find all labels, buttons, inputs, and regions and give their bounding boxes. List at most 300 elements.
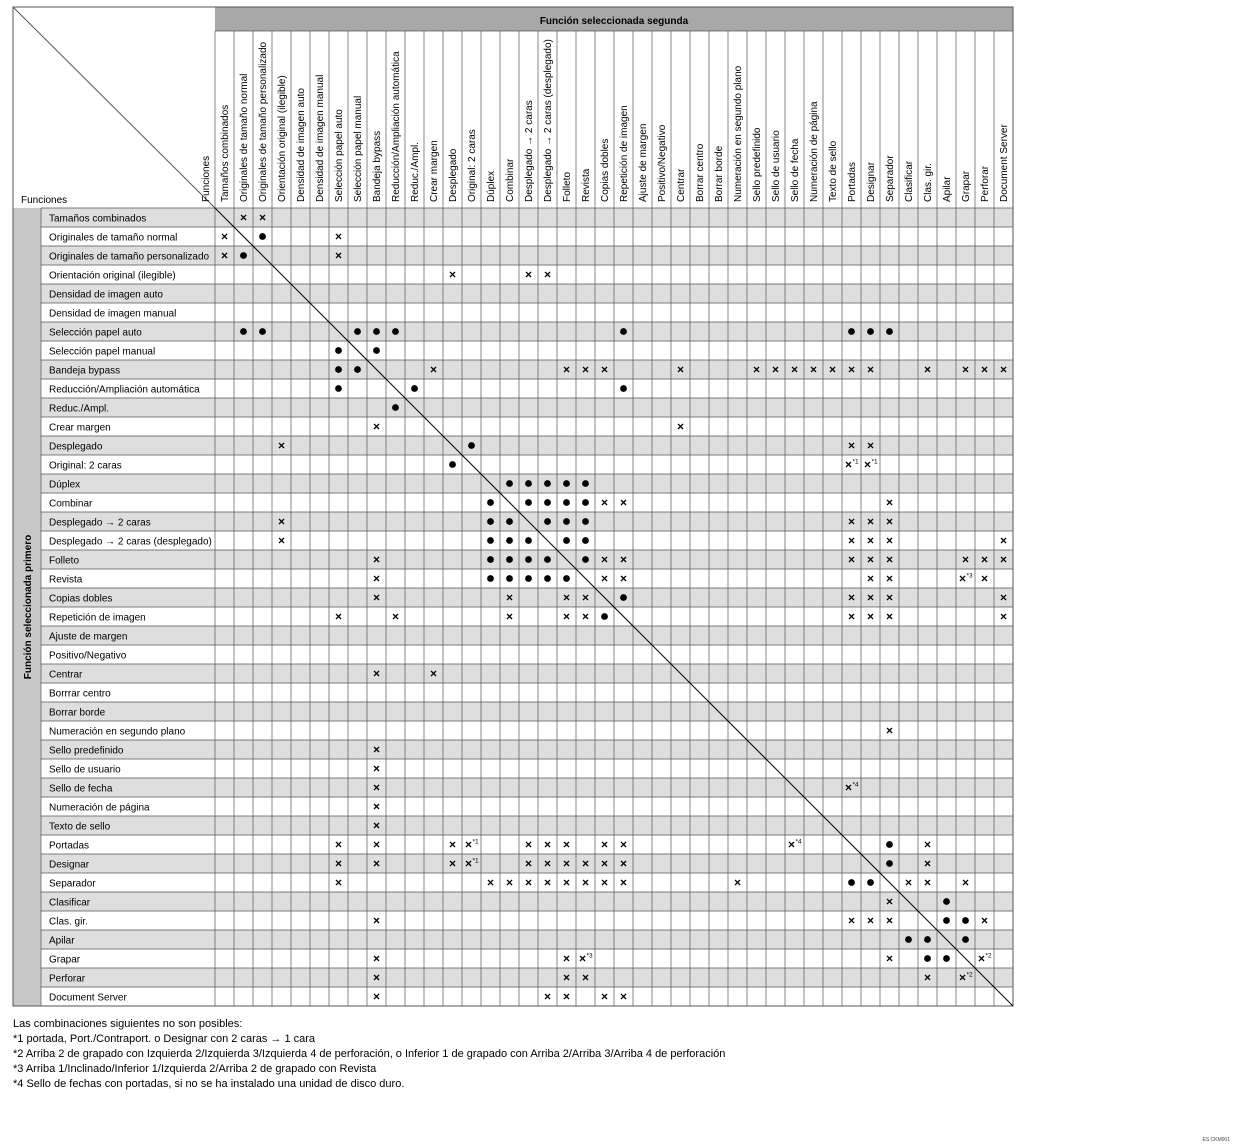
mark-x: ×	[600, 875, 609, 890]
mark-dot	[886, 328, 893, 335]
row-label: Clasificar	[49, 897, 91, 909]
row-label: Desplegado → 2 caras (desplegado)	[49, 536, 212, 548]
mark-footnote: *1	[852, 458, 859, 466]
mark-x: ×	[980, 913, 989, 928]
mark-x: ×	[562, 970, 571, 985]
mark-x: ×	[619, 989, 628, 1004]
mark-dot	[335, 347, 342, 354]
mark-x: ×	[505, 609, 514, 624]
mark-dot	[335, 366, 342, 373]
mark-x: ×	[923, 970, 932, 985]
mark-x: ×	[847, 590, 856, 605]
mark-x: ×	[961, 552, 970, 567]
mark-x: ×	[847, 552, 856, 567]
column-header: Apilar	[942, 176, 953, 202]
mark-x: ×	[562, 609, 571, 624]
mark-x: ×	[372, 818, 381, 833]
mark-x: ×	[847, 514, 856, 529]
row-shade	[41, 892, 1013, 911]
mark-dot	[259, 233, 266, 240]
mark-x: ×	[999, 362, 1008, 377]
mark-x: ×	[600, 571, 609, 586]
mark-x: ×	[619, 495, 628, 510]
mark-dot	[620, 385, 627, 392]
column-header: Sello predefinido	[752, 127, 763, 202]
mark-x: ×	[239, 210, 248, 225]
row-label: Ajuste de margen	[49, 631, 128, 643]
mark-dot	[563, 518, 570, 525]
column-header: Sello de fecha	[790, 138, 801, 202]
mark-x: ×	[372, 837, 381, 852]
mark-dot	[525, 499, 532, 506]
column-header: Perforar	[980, 165, 991, 202]
mark-x: ×	[733, 875, 742, 890]
row-label: Folleto	[49, 555, 80, 567]
row-shade	[41, 664, 1013, 683]
corner-label-rows: Funciones	[21, 195, 68, 206]
row-label: Apilar	[49, 935, 75, 947]
column-header: Dúplex	[486, 170, 497, 202]
mark-x: ×	[600, 552, 609, 567]
row-label: Crear margen	[49, 422, 111, 434]
mark-dot	[487, 499, 494, 506]
note-1: *1 portada, Port./Contraport. o Designar con 2 caras → 1 cara	[13, 1033, 316, 1045]
mark-dot	[525, 537, 532, 544]
column-header: Borrar borde	[714, 145, 725, 202]
mark-x: ×	[600, 362, 609, 377]
mark-x: ×	[581, 362, 590, 377]
mark-x: ×	[958, 571, 967, 586]
mark-x: ×	[885, 609, 894, 624]
mark-x: ×	[372, 590, 381, 605]
mark-dot	[582, 556, 589, 563]
mark-footnote: *2	[966, 971, 973, 979]
mark-x: ×	[619, 571, 628, 586]
note-2: *2 Arriba 2 de grapado con Izquierda 2/Izquierda 3/Izquierda 4 de perforación, o Inferior 1 de grapado con Arriba 2/Arriba 3/Arriba 4 de perforación	[13, 1048, 726, 1060]
mark-x: ×	[828, 362, 837, 377]
column-header: Borrar centro	[695, 143, 706, 202]
row-label: Positivo/Negativo	[49, 650, 127, 662]
column-header: Desplegado	[448, 148, 459, 202]
mark-x: ×	[581, 970, 590, 985]
mark-x: ×	[980, 571, 989, 586]
mark-x: ×	[562, 856, 571, 871]
mark-x: ×	[372, 799, 381, 814]
mark-dot	[373, 328, 380, 335]
mark-x: ×	[847, 913, 856, 928]
mark-x: ×	[372, 742, 381, 757]
mark-x: ×	[600, 989, 609, 1004]
mark-x: ×	[581, 590, 590, 605]
mark-x: ×	[847, 362, 856, 377]
mark-dot	[582, 480, 589, 487]
row-shade	[41, 930, 1013, 949]
mark-x: ×	[562, 362, 571, 377]
mark-x: ×	[866, 438, 875, 453]
mark-x: ×	[885, 571, 894, 586]
column-header: Originales de tamaño normal	[239, 73, 250, 202]
mark-dot	[487, 556, 494, 563]
mark-x: ×	[220, 248, 229, 263]
mark-x: ×	[581, 609, 590, 624]
mark-dot	[563, 537, 570, 544]
mark-dot	[563, 480, 570, 487]
mark-x: ×	[429, 362, 438, 377]
mark-dot	[905, 936, 912, 943]
mark-x: ×	[787, 837, 796, 852]
mark-x: ×	[847, 438, 856, 453]
column-header: Document Server	[999, 124, 1010, 202]
row-label: Revista	[49, 574, 83, 586]
mark-x: ×	[847, 609, 856, 624]
mark-x: ×	[372, 951, 381, 966]
mark-x: ×	[866, 609, 875, 624]
mark-x: ×	[844, 457, 853, 472]
mark-x: ×	[885, 533, 894, 548]
mark-x: ×	[464, 837, 473, 852]
mark-dot	[544, 499, 551, 506]
mark-x: ×	[562, 837, 571, 852]
mark-dot	[240, 252, 247, 259]
column-header: Sello de usuario	[771, 130, 782, 202]
mark-x: ×	[885, 951, 894, 966]
row-label: Selección papel auto	[49, 327, 142, 339]
mark-x: ×	[619, 837, 628, 852]
row-label: Reducción/Ampliación automática	[49, 384, 200, 396]
mark-x: ×	[619, 875, 628, 890]
mark-dot	[335, 385, 342, 392]
row-shade	[41, 702, 1013, 721]
mark-dot	[544, 518, 551, 525]
column-header: Grapar	[961, 170, 972, 202]
column-header: Clasificar	[904, 160, 915, 202]
mark-x: ×	[334, 856, 343, 871]
row-label: Selección papel manual	[49, 346, 156, 358]
mark-dot	[924, 936, 931, 943]
mark-x: ×	[904, 875, 913, 890]
row-shade	[41, 284, 1013, 303]
column-header: Copias dobles	[600, 138, 611, 202]
mark-x: ×	[372, 780, 381, 795]
mark-x: ×	[923, 856, 932, 871]
mark-x: ×	[676, 419, 685, 434]
footnotes	[13, 1017, 725, 1092]
mark-dot	[392, 404, 399, 411]
mark-dot	[544, 480, 551, 487]
mark-dot	[943, 898, 950, 905]
header-title: Función seleccionada segunda	[539, 16, 689, 27]
mark-x: ×	[372, 571, 381, 586]
mark-x: ×	[220, 229, 229, 244]
mark-x: ×	[961, 362, 970, 377]
column-header: Original: 2 caras	[467, 129, 478, 202]
mark-x: ×	[980, 362, 989, 377]
mark-x: ×	[372, 552, 381, 567]
mark-x: ×	[885, 894, 894, 909]
mark-x: ×	[334, 609, 343, 624]
mark-x: ×	[391, 609, 400, 624]
column-header: Originales de tamaño personalizado	[258, 41, 269, 202]
mark-x: ×	[961, 875, 970, 890]
mark-x: ×	[600, 837, 609, 852]
row-label: Orientación original (ilegible)	[49, 270, 176, 282]
mark-x: ×	[676, 362, 685, 377]
mark-x: ×	[258, 210, 267, 225]
mark-x: ×	[429, 666, 438, 681]
mark-x: ×	[866, 514, 875, 529]
mark-dot	[582, 499, 589, 506]
row-label: Sello de fecha	[49, 783, 113, 795]
mark-x: ×	[524, 837, 533, 852]
mark-x: ×	[372, 666, 381, 681]
mark-x: ×	[543, 837, 552, 852]
mark-x: ×	[619, 856, 628, 871]
mark-x: ×	[543, 875, 552, 890]
mark-dot	[962, 917, 969, 924]
mark-x: ×	[809, 362, 818, 377]
mark-x: ×	[334, 229, 343, 244]
row-label: Repetición de imagen	[49, 612, 146, 624]
row-shade	[41, 398, 1013, 417]
column-header: Designar	[866, 161, 877, 202]
mark-footnote: *4	[795, 838, 802, 846]
row-label: Tamaños combinados	[49, 213, 147, 225]
mark-dot	[943, 917, 950, 924]
mark-dot	[487, 518, 494, 525]
row-label: Borrrar centro	[49, 688, 111, 700]
row-shade	[41, 740, 1013, 759]
mark-x: ×	[505, 875, 514, 890]
mark-footnote: *4	[852, 781, 859, 789]
side-title: Función seleccionada primero	[23, 534, 34, 680]
row-label: Copias dobles	[49, 593, 113, 605]
note-3: *3 Arriba 1/Inclinado/Inferior 1/Izquierda 2/Arriba 2 de grapado con Revista	[13, 1063, 377, 1075]
mark-x: ×	[885, 495, 894, 510]
row-label: Desplegado	[49, 441, 103, 453]
row-label: Document Server	[49, 992, 127, 1004]
mark-x: ×	[771, 362, 780, 377]
mark-x: ×	[543, 989, 552, 1004]
mark-dot	[563, 499, 570, 506]
mark-x: ×	[524, 267, 533, 282]
notes-intro: Las combinaciones siguientes no son posibles:	[13, 1018, 243, 1030]
mark-x: ×	[578, 951, 587, 966]
mark-dot	[620, 594, 627, 601]
mark-x: ×	[999, 609, 1008, 624]
mark-x: ×	[448, 837, 457, 852]
mark-x: ×	[847, 533, 856, 548]
row-label: Sello predefinido	[49, 745, 124, 757]
mark-dot	[506, 575, 513, 582]
mark-dot	[487, 537, 494, 544]
mark-dot	[411, 385, 418, 392]
mark-x: ×	[562, 590, 571, 605]
row-label: Originales de tamaño personalizado	[49, 251, 210, 263]
mark-x: ×	[600, 856, 609, 871]
row-label: Original: 2 caras	[49, 460, 122, 472]
column-header: Selección papel auto	[334, 109, 345, 202]
row-label: Designar	[49, 859, 90, 871]
mark-footnote: *2	[985, 952, 992, 960]
mark-x: ×	[866, 913, 875, 928]
mark-footnote: *1	[472, 838, 479, 846]
mark-x: ×	[999, 552, 1008, 567]
mark-x: ×	[866, 552, 875, 567]
column-header: Crear margen	[429, 140, 440, 202]
mark-x: ×	[562, 951, 571, 966]
mark-x: ×	[863, 457, 872, 472]
mark-x: ×	[562, 989, 571, 1004]
mark-x: ×	[277, 438, 286, 453]
mark-dot	[867, 879, 874, 886]
mark-dot	[506, 480, 513, 487]
column-header: Portadas	[847, 161, 858, 202]
mark-x: ×	[334, 875, 343, 890]
mark-x: ×	[885, 723, 894, 738]
mark-x: ×	[600, 495, 609, 510]
row-label: Borrar borde	[49, 707, 106, 719]
mark-dot	[506, 518, 513, 525]
mark-x: ×	[980, 552, 989, 567]
column-header: Densidad de imagen auto	[296, 88, 307, 202]
mark-x: ×	[999, 533, 1008, 548]
mark-x: ×	[790, 362, 799, 377]
mark-x: ×	[372, 761, 381, 776]
mark-dot	[563, 575, 570, 582]
column-header: Clas. gir.	[923, 163, 934, 202]
row-label: Originales de tamaño normal	[49, 232, 178, 244]
mark-x: ×	[334, 248, 343, 263]
mark-dot	[962, 936, 969, 943]
mark-dot	[392, 328, 399, 335]
column-header: Desplegado → 2 caras (desplegado)	[543, 39, 554, 202]
mark-x: ×	[372, 856, 381, 871]
column-header: Repetición de imagen	[619, 105, 630, 202]
row-label: Dúplex	[49, 479, 81, 491]
mark-x: ×	[885, 590, 894, 605]
mark-x: ×	[543, 267, 552, 282]
mark-dot	[848, 328, 855, 335]
mark-x: ×	[505, 590, 514, 605]
mark-dot	[449, 461, 456, 468]
mark-x: ×	[372, 419, 381, 434]
column-header: Separador	[885, 155, 896, 202]
row-label: Perforar	[49, 973, 86, 985]
mark-x: ×	[885, 514, 894, 529]
mark-x: ×	[866, 533, 875, 548]
image-code: ES CKM001	[1202, 1137, 1230, 1143]
mark-x: ×	[524, 856, 533, 871]
mark-dot	[506, 537, 513, 544]
row-label: Grapar	[49, 954, 81, 966]
column-header: Selección papel manual	[353, 95, 364, 202]
mark-x: ×	[619, 552, 628, 567]
mark-dot	[240, 328, 247, 335]
mark-x: ×	[524, 875, 533, 890]
mark-x: ×	[866, 590, 875, 605]
mark-x: ×	[923, 362, 932, 377]
row-label: Combinar	[49, 498, 93, 510]
mark-footnote: *1	[472, 857, 479, 865]
column-header: Revista	[581, 168, 592, 202]
row-label: Desplegado → 2 caras	[49, 517, 151, 529]
mark-x: ×	[752, 362, 761, 377]
mark-dot	[582, 518, 589, 525]
column-header: Bandeja bypass	[372, 130, 383, 202]
mark-x: ×	[448, 856, 457, 871]
corner-diagonal	[13, 7, 215, 208]
column-header: Reducción/Ampliación automática	[391, 51, 402, 202]
row-label: Reduc./Ampl.	[49, 403, 110, 415]
mark-x: ×	[372, 970, 381, 985]
mark-x: ×	[923, 837, 932, 852]
column-header: Reduc./Ampl.	[410, 141, 421, 202]
column-header: Orientación original (ilegible)	[277, 75, 288, 202]
row-label: Densidad de imagen manual	[49, 308, 177, 320]
mark-x: ×	[923, 875, 932, 890]
mark-dot	[943, 955, 950, 962]
column-header: Texto de sello	[828, 140, 839, 202]
row-label: Densidad de imagen auto	[49, 289, 163, 301]
mark-dot	[525, 480, 532, 487]
column-header: Ajuste de margen	[638, 123, 649, 202]
mark-dot	[848, 879, 855, 886]
column-header: Positivo/Negativo	[657, 124, 668, 202]
column-header: Numeración de página	[809, 101, 820, 202]
mark-dot	[468, 442, 475, 449]
mark-dot	[354, 366, 361, 373]
row-shade	[41, 208, 1013, 227]
mark-dot	[544, 575, 551, 582]
row-shade	[41, 778, 1013, 797]
mark-footnote: *3	[586, 952, 593, 960]
mark-x: ×	[277, 533, 286, 548]
row-label: Numeración de página	[49, 802, 150, 814]
mark-x: ×	[372, 913, 381, 928]
row-shade	[41, 968, 1013, 987]
mark-footnote: *3	[966, 572, 973, 580]
mark-x: ×	[958, 970, 967, 985]
corner-label-cols: Funciones	[201, 155, 212, 202]
mark-dot	[354, 328, 361, 335]
row-shade	[41, 816, 1013, 835]
mark-x: ×	[999, 590, 1008, 605]
mark-dot	[259, 328, 266, 335]
column-header: Combinar	[505, 158, 516, 202]
mark-x: ×	[543, 856, 552, 871]
mark-x: ×	[885, 913, 894, 928]
column-header: Centrar	[676, 168, 687, 202]
mark-dot	[373, 347, 380, 354]
mark-dot	[601, 613, 608, 620]
row-label: Numeración en segundo plano	[49, 726, 186, 738]
mark-x: ×	[562, 875, 571, 890]
mark-x: ×	[334, 837, 343, 852]
note-4: *4 Sello de fechas con portadas, si no se ha instalado una unidad de disco duro.	[13, 1078, 405, 1090]
row-label: Sello de usuario	[49, 764, 121, 776]
mark-x: ×	[486, 875, 495, 890]
mark-dot	[525, 556, 532, 563]
mark-x: ×	[448, 267, 457, 282]
mark-x: ×	[977, 951, 986, 966]
mark-dot	[886, 841, 893, 848]
mark-x: ×	[866, 362, 875, 377]
mark-footnote: *1	[871, 458, 878, 466]
mark-x: ×	[844, 780, 853, 795]
column-header: Desplegado → 2 caras	[524, 100, 535, 202]
mark-dot	[525, 575, 532, 582]
row-label: Bandeja bypass	[49, 365, 121, 377]
